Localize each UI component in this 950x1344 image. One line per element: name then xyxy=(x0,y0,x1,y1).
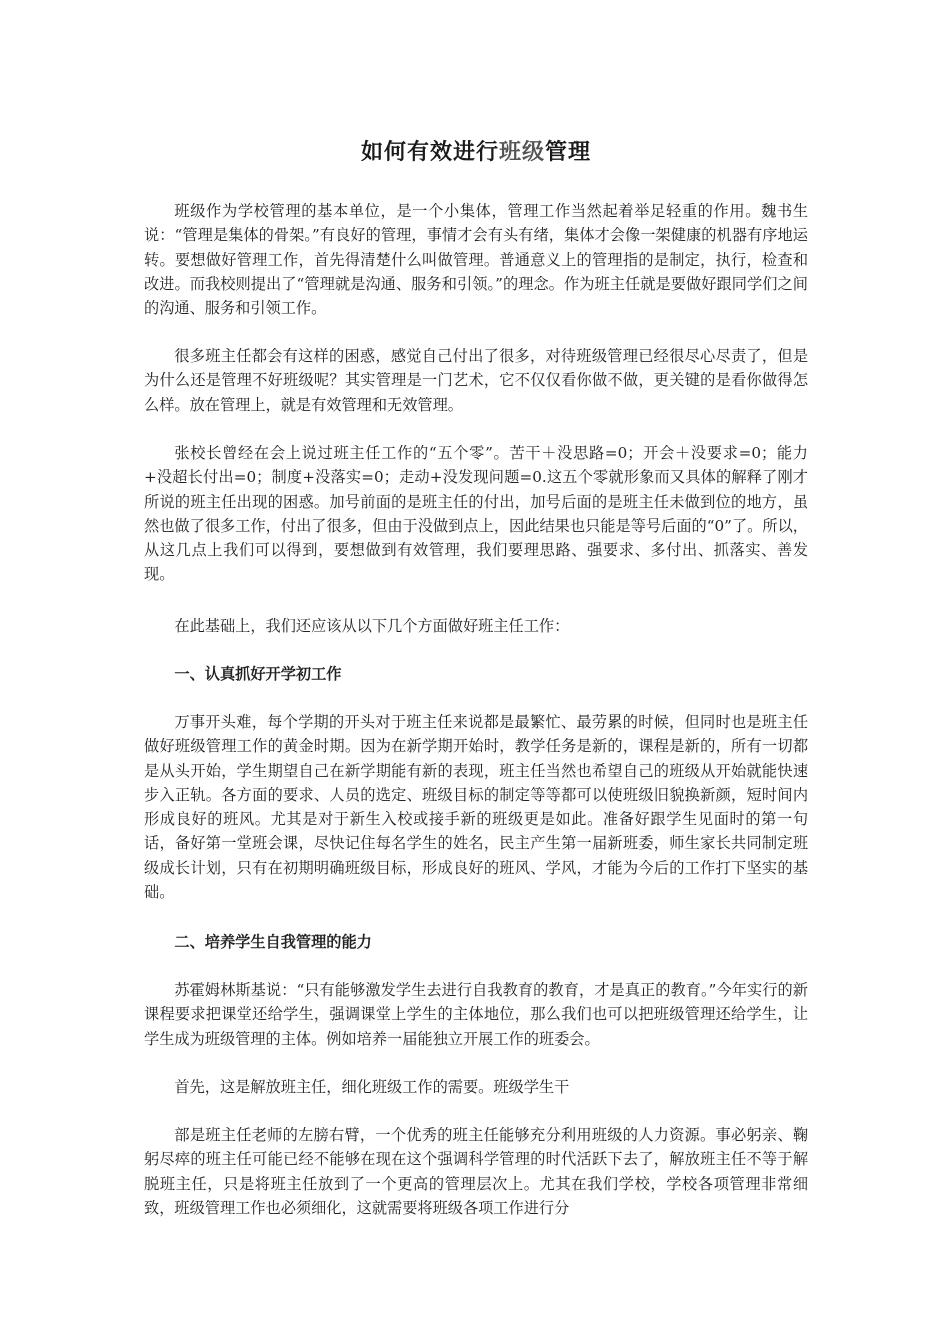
document-title xyxy=(144,135,808,166)
section-heading-2: 二、培养学生自我管理的能力 xyxy=(174,933,372,951)
paragraph-five-zeros: 张校长曾经在会上说过班主任工作的“五个零”。苦干＋没思路=0；开会＋没要求=0；能力+没超长付出=0；制度+没落实=0；走动+没发现问题=0.这五个零就形象而又具体的解释了刚才所说的班主任出现的困惑。加号前面的是班主任的付出，加号后面的是班主任未做到位的地方，虽然也做了很多工作，付出了很多，但由于没做到点上，因此结果也只能是等号后面的“0”了。所以，从这几点上我们可以得到，要想做到有效管理，我们要理思路、强要求、多付出、抓落实、善发现。 xyxy=(144,444,808,584)
paragraph-first: 首先，这是解放班主任，细化班级工作的需要。班级学生干 xyxy=(174,1078,570,1096)
title-text-start: 如何有效进行 xyxy=(360,140,499,165)
title-highlight: 班级 xyxy=(498,140,545,165)
paragraph-cadres: 部是班主任老师的左膀右臂，一个优秀的班主任能够充分利用班级的人力资源。事必躬亲、鞠躬尽瘁的班主任可能已经不能够在现在这个强调科学管理的时代活跃下去了，解放班主任不等于解脱班主任，只是将班主任放到了一个更高的管理层次上。尤其在我们学校，学校各项管理非常细致，班级管理工作也必须细化，这就需要将班级各项工作进行分 xyxy=(144,1126,808,1217)
paragraph-intro: 班级作为学校管理的基本单位，是一个小集体，管理工作当然起着举足轻重的作用。魏书生说：“管理是集体的骨架。”有良好的管理，事情才会有头有绪，集体才会像一架健康的机器有序地运转。要想做好管理工作，首先得清楚什么叫做管理。普通意义上的管理指的是制定，执行，检查和改进。而我校则提出了“管理就是沟通、服务和引领。”的理念。作为班主任就是要做好跟同学们之间的沟通、服务和引领工作。 xyxy=(144,202,808,318)
section-heading-1: 一、认真抓好开学初工作 xyxy=(174,665,342,683)
paragraph-confusion: 很多班主任都会有这样的困惑，感觉自己付出了很多，对待班级管理已经很尽心尽责了，但是为什么还是管理不好班级呢？其实管理是一门艺术，它不仅仅看你做不做，更关键的是看你做得怎么样。放在管理上，就是有效管理和无效管理。 xyxy=(144,347,808,414)
paragraph-self-management: 苏霍姆林斯基说：“只有能够激发学生去进行自我教育的教育，才是真正的教育。”今年实行的新课程要求把课堂还给学生，强调课堂上学生的主体地位，那么我们也可以把班级管理还给学生，让学生成为班级管理的主体。例如培养一届能独立开展工作的班委会。 xyxy=(144,981,808,1048)
paragraph-basis: 在此基础上，我们还应该从以下几个方面做好班主任工作： xyxy=(174,617,570,635)
title-text-end: 管理 xyxy=(545,140,592,165)
paragraph-semester-start: 万事开头难，每个学期的开头对于班主任来说都是最繁忙、最劳累的时候，但同时也是班主任做好班级管理工作的黄金时期。因为在新学期开始时，教学任务是新的，课程是新的，所有一切都是从头开始，学生期望自己在新学期能有新的表现，班主任当然也希望自己的班级从开始就能快速步入正轨。各方面的要求、人员的选定、班级目标的制定等等都可以使班级旧貌换新颜，短时间内形成良好的班风。尤其是对于新生入校或接手新的班级更是如此。准备好跟学生见面时的第一句话，备好第一堂班会课，尽快记住每名学生的姓名，民主产生第一届新班委，师生家长共同制定班级成长计划，只有在初期明确班级目标，形成良好的班风、学风，才能为今后的工作打下坚实的基础。 xyxy=(144,713,808,902)
